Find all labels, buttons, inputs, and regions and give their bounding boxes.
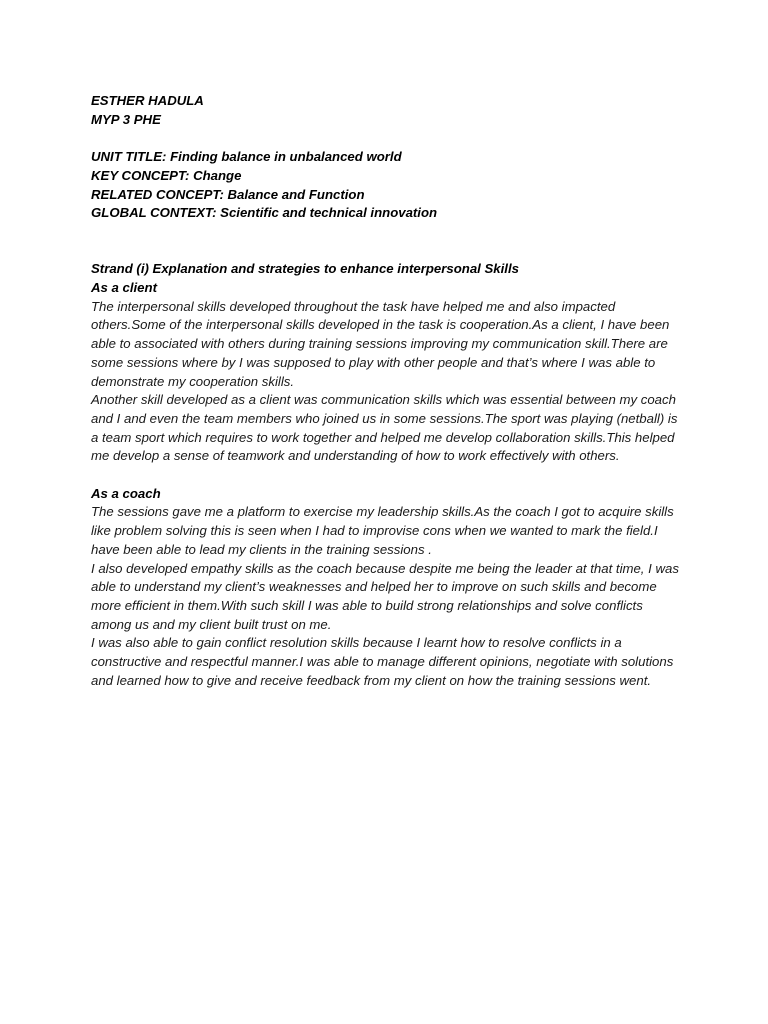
related-concept: RELATED CONCEPT: Balance and Function <box>91 186 365 202</box>
document-body <box>91 92 686 690</box>
spacer <box>91 129 686 148</box>
spacer <box>91 466 686 485</box>
client-paragraph-2: Another skill developed as a client was communication skills which was essential between my coach and I and even the team members who joined us in some sessions.The sport was playing (netball) is a team sport which requires to work together and helped me develop collaboration skills.This helped me develop a sense of teamwork and understanding of how to work effectively with others. <box>91 392 678 464</box>
client-heading: As a client <box>91 280 157 295</box>
unit-title: UNIT TITLE: Finding balance in unbalanced world <box>91 149 402 165</box>
strand-heading: Strand (i) Explanation and strategies to enhance interpersonal Skills <box>91 261 519 277</box>
spacer <box>91 223 686 260</box>
class-label: MYP 3 PHE <box>91 111 161 127</box>
coach-paragraph-1: The sessions gave me a platform to exercise my leadership skills.As the coach I got to acquire skills like problem solving this is seen when I had to improvise cons when we wanted to mark the field.I have been able to lead my clients in the training sessions . <box>91 504 674 557</box>
student-name: ESTHER HADULA <box>91 93 204 108</box>
global-context: GLOBAL CONTEXT: Scientific and technical innovation <box>91 205 438 221</box>
coach-paragraph-2: I also developed empathy skills as the coach because despite me being the leader at that time, I was able to understand my client’s weaknesses and helped her to improve on such skills and become more efficient in them.With such skill I was able to build strong relationships and solve conflicts among us and my client built trust on me. <box>91 560 679 632</box>
coach-heading: As a coach <box>91 485 161 501</box>
client-paragraph-1: The interpersonal skills developed throughout the task have helped me and also impacted others.Some of the interpersonal skills developed in the task is cooperation.As a client, I have been able to associated with others during training sessions improving my communication skill.There are some sessions where by I was supposed to play with other people and that’s where I was able to demonstrate my cooperation skills. <box>91 298 670 389</box>
coach-paragraph-3: I was also able to gain conflict resolution skills because I learnt how to resolve conflicts in a constructive and respectful manner.I was able to manage different opinions, negotiate with solutions and learned how to give and receive feedback from my client on how the training sessions went. <box>91 635 674 688</box>
key-concept: KEY CONCEPT: Change <box>91 167 242 183</box>
